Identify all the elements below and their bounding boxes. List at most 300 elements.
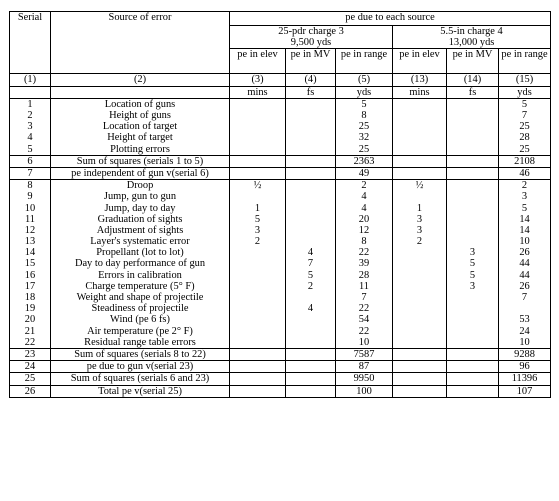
cell-line: Wind (pe 6 fs)	[110, 314, 170, 326]
cell-line: 4	[27, 132, 33, 144]
a-range-cell	[336, 155, 393, 167]
cell-line: 1	[254, 202, 261, 214]
cell-line: 14	[24, 247, 36, 259]
cell-line: 107	[516, 385, 533, 397]
cell-line	[449, 337, 496, 348]
cell-line: ½	[253, 180, 262, 192]
source-cell	[51, 180, 230, 349]
col-number: (2)	[51, 74, 230, 86]
cell-line: 3	[469, 247, 476, 259]
cell-line	[232, 156, 283, 167]
b-elev-cell	[393, 361, 447, 373]
cell-line	[449, 225, 496, 236]
cell-line: 49	[358, 167, 370, 179]
a-elev-cell	[230, 98, 286, 155]
cell-line: 3	[521, 191, 528, 203]
cell-line: 8	[27, 180, 33, 192]
units-row	[10, 86, 551, 98]
cell-line	[395, 156, 444, 167]
cell-line	[232, 121, 283, 132]
cell-line: 2	[416, 236, 423, 248]
b-range-cell	[499, 98, 551, 155]
cell-line	[288, 168, 333, 179]
cell-line: 22	[358, 247, 370, 259]
source-cell	[51, 348, 230, 360]
b-mv-cell	[447, 180, 499, 349]
cell-line	[449, 203, 496, 214]
serial-cell	[10, 373, 51, 385]
serial-cell	[10, 361, 51, 373]
cell-line: 24	[519, 325, 530, 337]
cell-line	[449, 144, 496, 155]
cell-line: 11	[24, 213, 35, 225]
cell-line	[288, 191, 333, 202]
cell-line: 4	[307, 303, 314, 315]
cell-line: Sum of squares (serials 6 and 23)	[70, 373, 210, 385]
cell-line	[232, 326, 283, 337]
col-number: (15)	[499, 74, 551, 86]
group-a-line2: 9,500 yds	[290, 37, 332, 49]
cell-line	[449, 168, 496, 179]
cell-line: 15	[24, 258, 36, 270]
unit-cell: yds	[336, 86, 393, 98]
a-mv-cell	[286, 361, 336, 373]
cell-line: Plotting errors	[110, 143, 170, 155]
source-cell	[51, 385, 230, 397]
cell-line: Sum of squares (serials 1 to 5)	[76, 155, 204, 167]
cell-line: 32	[358, 132, 370, 144]
a-range-cell	[336, 385, 393, 397]
cell-line	[288, 361, 333, 372]
cell-line: 17	[24, 280, 36, 292]
error-table-frame	[9, 11, 550, 398]
col-number: (1)	[10, 74, 51, 86]
cell-line: 100	[356, 385, 372, 397]
cell-line: 10	[519, 236, 530, 248]
cell-line: 9	[27, 191, 33, 203]
cell-line	[395, 144, 444, 155]
cell-line	[288, 337, 333, 348]
cell-line: 10	[358, 336, 370, 348]
b-range-cell	[499, 385, 551, 397]
cell-line	[232, 110, 283, 121]
b-range-cell	[499, 167, 551, 179]
cell-line: Day to day performance of gun	[74, 258, 206, 270]
cell-line: 3	[469, 280, 476, 292]
a-range-cell	[336, 167, 393, 179]
b-range-cell	[499, 180, 551, 349]
cell-line: 16	[24, 269, 36, 281]
cell-line: 21	[24, 325, 36, 337]
b-mv-cell	[447, 361, 499, 373]
table-row	[10, 155, 551, 167]
cell-line: 28	[358, 269, 370, 281]
cell-line	[288, 144, 333, 155]
error-table	[9, 11, 551, 398]
cell-line	[449, 214, 496, 225]
cell-line	[395, 99, 444, 110]
cell-line: Droop	[126, 180, 154, 192]
a-elev-cell	[230, 348, 286, 360]
cell-line: 2	[27, 110, 33, 121]
cell-line: 3	[254, 224, 261, 236]
a-elev-cell	[230, 373, 286, 385]
cell-line	[449, 349, 496, 360]
cell-line: 2363	[353, 155, 375, 167]
cell-line: 8	[361, 110, 367, 121]
cell-line	[288, 180, 333, 191]
cell-line: 26	[519, 280, 530, 292]
cell-line	[288, 236, 333, 247]
cell-line: 4	[361, 202, 367, 214]
table-row	[10, 385, 551, 397]
b-mv-header: pe in MV	[447, 49, 499, 74]
b-mv-cell	[447, 373, 499, 385]
cell-line: 53	[519, 314, 530, 326]
cell-line: 3	[27, 121, 33, 133]
cell-line: 44	[519, 258, 530, 270]
cell-line	[288, 214, 333, 225]
serial-cell	[10, 98, 51, 155]
serial-cell	[10, 180, 51, 349]
cell-line: Sum of squares (serials 8 to 22)	[74, 348, 206, 360]
b-elev-cell	[393, 167, 447, 179]
cell-line	[288, 132, 333, 143]
cell-line	[449, 326, 496, 337]
cell-line	[449, 292, 496, 303]
cell-line: 19	[24, 303, 36, 315]
cell-line: 18	[24, 292, 36, 303]
cell-line	[449, 132, 496, 143]
cell-line: 7	[521, 292, 528, 303]
cell-line: Layer's systematic error	[90, 236, 190, 248]
a-mv-cell	[286, 180, 336, 349]
a-range-cell	[336, 180, 393, 349]
cell-line	[395, 110, 444, 121]
a-mv-cell	[286, 373, 336, 385]
cell-line: 6	[27, 155, 33, 167]
cell-line	[395, 270, 444, 281]
cell-line: 25	[358, 121, 370, 133]
cell-line: 26	[519, 247, 530, 259]
a-range-cell	[336, 373, 393, 385]
cell-line	[449, 386, 496, 397]
cell-line	[288, 121, 333, 132]
cell-line	[395, 247, 444, 258]
cell-line	[449, 373, 496, 384]
group-b-line1: 5.5-in charge 4	[440, 26, 503, 37]
unit-cell: mins	[230, 86, 286, 98]
source-cell	[51, 98, 230, 155]
table-row	[10, 167, 551, 179]
cell-line: 7	[521, 110, 528, 121]
cell-line: 14	[519, 224, 530, 236]
cell-line	[288, 326, 333, 337]
a-elev-cell	[230, 155, 286, 167]
cell-line	[395, 373, 444, 384]
source-cell	[51, 373, 230, 385]
cell-line	[395, 281, 444, 292]
b-mv-cell	[447, 348, 499, 360]
b-mv-cell	[447, 155, 499, 167]
group-a-header	[230, 26, 393, 49]
cell-line	[288, 156, 333, 167]
cell-line: 2	[307, 280, 314, 292]
a-elev-cell	[230, 361, 286, 373]
table-row	[10, 361, 551, 373]
b-range-cell	[499, 348, 551, 360]
cell-line	[288, 203, 333, 214]
a-mv-header: pe in MV	[286, 49, 336, 74]
cell-line: 39	[358, 258, 370, 270]
unit-cell	[10, 86, 51, 98]
cell-line: 7	[27, 167, 33, 179]
cell-line	[232, 258, 283, 269]
cell-line: 20	[358, 213, 370, 225]
column-number-row	[10, 74, 551, 86]
cell-line: 3	[416, 224, 423, 236]
cell-line	[395, 361, 444, 372]
cell-line: 11396	[511, 373, 538, 385]
cell-line: 2108	[514, 155, 535, 167]
cell-line	[232, 314, 283, 325]
cell-line: Residual range table errors	[84, 336, 196, 348]
cell-line: 46	[519, 167, 530, 179]
cell-line	[395, 386, 444, 397]
a-range-cell	[336, 98, 393, 155]
cell-line	[449, 121, 496, 132]
a-elev-cell	[230, 180, 286, 349]
a-range-cell	[336, 348, 393, 360]
cell-line: Jump, gun to gun	[103, 191, 177, 203]
b-range-cell	[499, 361, 551, 373]
cell-line: 1	[27, 98, 33, 110]
cell-line	[449, 236, 496, 247]
cell-line: Height of guns	[109, 110, 171, 121]
b-elev-cell	[393, 98, 447, 155]
unit-cell: fs	[286, 86, 336, 98]
cell-line	[449, 314, 496, 325]
b-range-header: pe in range	[499, 49, 551, 74]
cell-line	[288, 292, 333, 303]
serial-cell	[10, 385, 51, 397]
cell-line: 23	[24, 348, 36, 360]
cell-line: 9288	[514, 348, 535, 360]
col-number: (13)	[393, 74, 447, 86]
cell-line: 5	[361, 98, 367, 110]
cell-line	[395, 303, 444, 314]
header-row-1	[10, 12, 551, 26]
a-mv-cell	[286, 155, 336, 167]
cell-line: 4	[361, 191, 367, 203]
cell-line: 96	[519, 361, 530, 373]
cell-line: 5	[521, 202, 528, 214]
cell-line	[232, 337, 283, 348]
cell-line	[288, 225, 333, 236]
cell-line: 28	[519, 132, 530, 144]
cell-line: Height of target	[107, 132, 173, 144]
b-elev-cell	[393, 180, 447, 349]
cell-line	[449, 361, 496, 372]
a-range-cell	[336, 361, 393, 373]
pe-source-header: pe due to each source	[230, 12, 551, 26]
cell-line: Location of target	[102, 121, 178, 133]
cell-line: 5	[27, 143, 33, 155]
cell-line	[449, 191, 496, 202]
cell-line	[501, 303, 548, 314]
unit-cell: fs	[447, 86, 499, 98]
cell-line: 14	[519, 213, 530, 225]
serial-cell	[10, 348, 51, 360]
cell-line	[449, 303, 496, 314]
cell-line: Charge temperature (5° F)	[85, 280, 195, 292]
b-elev-header: pe in elev	[393, 49, 447, 74]
group-b-header	[393, 26, 551, 49]
cell-line: 5	[521, 98, 528, 110]
b-mv-cell	[447, 98, 499, 155]
b-mv-cell	[447, 167, 499, 179]
cell-line	[232, 373, 283, 384]
cell-line	[232, 386, 283, 397]
cell-line: 5	[254, 213, 261, 225]
source-cell	[51, 361, 230, 373]
cell-line: 7	[361, 292, 367, 303]
group-a-line1: 25-pdr charge 3	[278, 26, 344, 37]
unit-cell	[51, 86, 230, 98]
cell-line	[395, 292, 444, 303]
cell-line: 8	[361, 236, 367, 248]
cell-line: 54	[358, 314, 370, 326]
table-body	[10, 12, 551, 398]
cell-line	[232, 303, 283, 314]
cell-line	[288, 99, 333, 110]
cell-line	[288, 373, 333, 384]
b-mv-cell	[447, 385, 499, 397]
a-mv-cell	[286, 348, 336, 360]
cell-line: 24	[24, 361, 36, 373]
cell-line: Weight and shape of projectile	[76, 292, 204, 303]
cell-line: Propellant (lot to lot)	[96, 247, 184, 259]
unit-cell: mins	[393, 86, 447, 98]
cell-line: 22	[24, 336, 36, 348]
cell-line: 10	[519, 336, 530, 348]
cell-line: 12	[358, 224, 370, 236]
table-row	[10, 373, 551, 385]
b-elev-cell	[393, 385, 447, 397]
cell-line: 25	[358, 143, 370, 155]
a-mv-cell	[286, 167, 336, 179]
cell-line: Jump, day to day	[104, 202, 176, 214]
cell-line	[395, 258, 444, 269]
cell-line: 20	[24, 314, 36, 326]
cell-line: 44	[519, 269, 530, 281]
cell-line	[288, 110, 333, 121]
cell-line: 4	[307, 247, 314, 259]
col-number: (14)	[447, 74, 499, 86]
cell-line	[449, 99, 496, 110]
cell-line: 25	[24, 373, 36, 385]
source-header: Source of error	[51, 12, 230, 74]
b-elev-cell	[393, 348, 447, 360]
cell-line	[288, 349, 333, 360]
cell-line: 22	[358, 325, 370, 337]
b-range-cell	[499, 155, 551, 167]
cell-line: Errors in calibration	[98, 269, 182, 281]
b-elev-cell	[393, 373, 447, 385]
cell-line	[232, 247, 283, 258]
cell-line: Graduation of sights	[97, 213, 183, 225]
cell-line: 13	[24, 236, 36, 248]
cell-line	[395, 132, 444, 143]
cell-line: 10	[24, 202, 36, 214]
source-cell	[51, 167, 230, 179]
cell-line: 9950	[353, 373, 375, 385]
cell-line	[449, 180, 496, 191]
cell-line: 2	[521, 180, 528, 192]
serial-cell	[10, 155, 51, 167]
cell-line: 3	[416, 213, 423, 225]
cell-line	[395, 337, 444, 348]
cell-line: ½	[415, 180, 424, 192]
cell-line: 2	[254, 236, 261, 248]
serial-cell	[10, 167, 51, 179]
cell-line: 26	[24, 385, 36, 397]
cell-line	[395, 121, 444, 132]
a-range-header: pe in range	[336, 49, 393, 74]
cell-line	[232, 270, 283, 281]
serial-header: Serial	[10, 12, 51, 74]
cell-line	[232, 144, 283, 155]
cell-line: 1	[416, 202, 423, 214]
cell-line: 12	[24, 224, 36, 236]
cell-line: 11	[358, 280, 369, 292]
cell-line: 5	[469, 258, 476, 270]
cell-line: 2	[361, 180, 367, 192]
source-cell	[51, 155, 230, 167]
cell-line	[288, 386, 333, 397]
a-mv-cell	[286, 385, 336, 397]
cell-line: 25	[519, 121, 530, 133]
cell-line	[288, 314, 333, 325]
cell-line	[449, 110, 496, 121]
cell-line: Adjustment of sights	[96, 224, 184, 236]
cell-line: pe independent of gun v(serial 6)	[71, 167, 209, 179]
cell-line	[449, 156, 496, 167]
cell-line: 5	[307, 269, 314, 281]
a-elev-cell	[230, 385, 286, 397]
cell-line	[232, 191, 283, 202]
a-mv-cell	[286, 98, 336, 155]
cell-line: Total pe v(serial 25)	[98, 385, 182, 397]
cell-line	[232, 132, 283, 143]
a-elev-cell	[230, 167, 286, 179]
cell-line: Location of guns	[104, 98, 176, 110]
cell-line	[232, 99, 283, 110]
table-row	[10, 98, 551, 155]
cell-line: pe due to gun v(serial 23)	[86, 361, 194, 373]
cell-line: Air temperature (pe 2° F)	[87, 325, 193, 337]
cell-line	[232, 168, 283, 179]
cell-line	[232, 292, 283, 303]
cell-line	[232, 281, 283, 292]
cell-line	[395, 326, 444, 337]
col-number: (5)	[336, 74, 393, 86]
col-number: (3)	[230, 74, 286, 86]
cell-line: 7	[307, 258, 314, 270]
group-b-line2: 13,000 yds	[448, 37, 495, 49]
a-elev-header: pe in elev	[230, 49, 286, 74]
cell-line	[395, 314, 444, 325]
